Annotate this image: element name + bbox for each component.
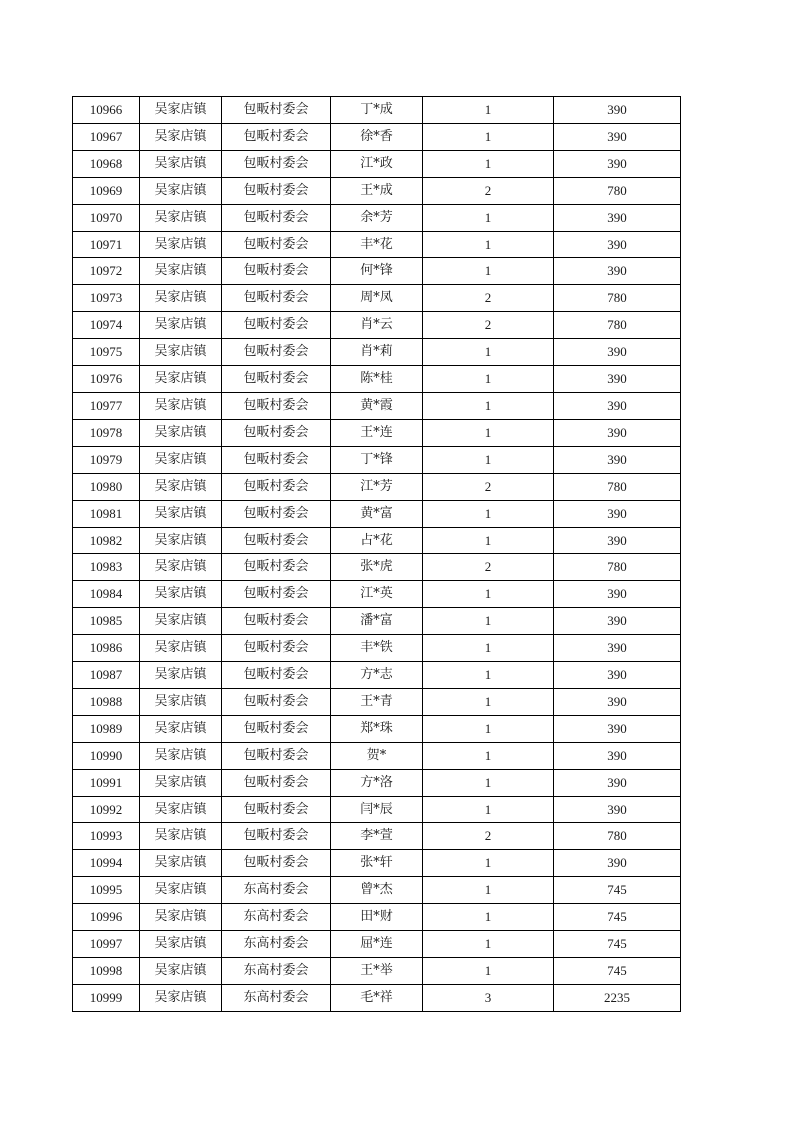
village-committee-cell: 包畈村委会 — [222, 769, 331, 796]
village-committee-cell: 包畈村委会 — [222, 392, 331, 419]
village-committee-cell: 包畈村委会 — [222, 312, 331, 339]
name-cell: 周*凤 — [331, 285, 423, 312]
town-cell: 吴家店镇 — [140, 500, 222, 527]
row-number-cell: 10987 — [73, 662, 140, 689]
row-number-cell: 10984 — [73, 581, 140, 608]
table-row — [73, 635, 681, 662]
village-committee-cell: 包畈村委会 — [222, 608, 331, 635]
name-cell: 丰*花 — [331, 231, 423, 258]
town-cell: 吴家店镇 — [140, 769, 222, 796]
town-cell: 吴家店镇 — [140, 931, 222, 958]
town-cell: 吴家店镇 — [140, 742, 222, 769]
village-committee-cell: 东高村委会 — [222, 904, 331, 931]
table-row — [73, 877, 681, 904]
village-committee-cell: 包畈村委会 — [222, 177, 331, 204]
name-cell: 潘*富 — [331, 608, 423, 635]
name-cell: 丰*铁 — [331, 635, 423, 662]
village-committee-cell: 包畈村委会 — [222, 554, 331, 581]
name-cell: 方*洛 — [331, 769, 423, 796]
row-number-cell: 10993 — [73, 823, 140, 850]
table-row — [73, 312, 681, 339]
row-number-cell: 10988 — [73, 688, 140, 715]
village-committee-cell: 包畈村委会 — [222, 581, 331, 608]
table-row — [73, 339, 681, 366]
row-number-cell: 10980 — [73, 473, 140, 500]
household-count-cell: 1 — [423, 500, 554, 527]
row-number-cell: 10982 — [73, 527, 140, 554]
amount-cell: 390 — [554, 392, 681, 419]
amount-cell: 745 — [554, 904, 681, 931]
amount-cell: 390 — [554, 419, 681, 446]
village-committee-cell: 包畈村委会 — [222, 285, 331, 312]
amount-cell: 780 — [554, 823, 681, 850]
table-row — [73, 97, 681, 124]
name-cell: 陈*桂 — [331, 366, 423, 393]
village-committee-cell: 包畈村委会 — [222, 446, 331, 473]
town-cell: 吴家店镇 — [140, 877, 222, 904]
amount-cell: 390 — [554, 204, 681, 231]
village-committee-cell: 包畈村委会 — [222, 527, 331, 554]
village-committee-cell: 包畈村委会 — [222, 419, 331, 446]
table-row — [73, 150, 681, 177]
row-number-cell: 10973 — [73, 285, 140, 312]
household-count-cell: 1 — [423, 662, 554, 689]
row-number-cell: 10978 — [73, 419, 140, 446]
town-cell: 吴家店镇 — [140, 473, 222, 500]
amount-cell: 390 — [554, 366, 681, 393]
table-row — [73, 823, 681, 850]
row-number-cell: 10971 — [73, 231, 140, 258]
village-committee-cell: 包畈村委会 — [222, 500, 331, 527]
name-cell: 张*轩 — [331, 850, 423, 877]
household-count-cell: 1 — [423, 877, 554, 904]
village-committee-cell: 东高村委会 — [222, 877, 331, 904]
town-cell: 吴家店镇 — [140, 958, 222, 985]
name-cell: 肖*莉 — [331, 339, 423, 366]
amount-cell: 390 — [554, 608, 681, 635]
table-row — [73, 285, 681, 312]
household-count-cell: 1 — [423, 231, 554, 258]
town-cell: 吴家店镇 — [140, 796, 222, 823]
table-body — [73, 97, 681, 1012]
amount-cell: 390 — [554, 339, 681, 366]
town-cell: 吴家店镇 — [140, 339, 222, 366]
village-committee-cell: 包畈村委会 — [222, 635, 331, 662]
household-count-cell: 1 — [423, 204, 554, 231]
table-row — [73, 608, 681, 635]
amount-cell: 780 — [554, 285, 681, 312]
table-row — [73, 177, 681, 204]
village-committee-cell: 包畈村委会 — [222, 473, 331, 500]
table-row — [73, 769, 681, 796]
household-count-cell: 2 — [423, 554, 554, 581]
household-count-cell: 2 — [423, 177, 554, 204]
table-row — [73, 231, 681, 258]
row-number-cell: 10977 — [73, 392, 140, 419]
name-cell: 郑*珠 — [331, 715, 423, 742]
village-committee-cell: 包畈村委会 — [222, 688, 331, 715]
town-cell: 吴家店镇 — [140, 608, 222, 635]
table-row — [73, 742, 681, 769]
household-count-cell: 1 — [423, 688, 554, 715]
row-number-cell: 10999 — [73, 984, 140, 1011]
town-cell: 吴家店镇 — [140, 581, 222, 608]
table-row — [73, 392, 681, 419]
table-row — [73, 581, 681, 608]
name-cell: 江*英 — [331, 581, 423, 608]
household-count-cell: 3 — [423, 984, 554, 1011]
name-cell: 徐*香 — [331, 123, 423, 150]
row-number-cell: 10992 — [73, 796, 140, 823]
household-count-cell: 1 — [423, 97, 554, 124]
amount-cell: 390 — [554, 742, 681, 769]
row-number-cell: 10983 — [73, 554, 140, 581]
amount-cell: 390 — [554, 850, 681, 877]
town-cell: 吴家店镇 — [140, 662, 222, 689]
name-cell: 曾*杰 — [331, 877, 423, 904]
household-count-cell: 1 — [423, 446, 554, 473]
amount-cell: 390 — [554, 446, 681, 473]
village-committee-cell: 包畈村委会 — [222, 823, 331, 850]
household-count-cell: 1 — [423, 392, 554, 419]
row-number-cell: 10996 — [73, 904, 140, 931]
table-row — [73, 904, 681, 931]
town-cell: 吴家店镇 — [140, 204, 222, 231]
name-cell: 何*锋 — [331, 258, 423, 285]
town-cell: 吴家店镇 — [140, 823, 222, 850]
amount-cell: 390 — [554, 581, 681, 608]
name-cell: 占*花 — [331, 527, 423, 554]
amount-cell: 390 — [554, 635, 681, 662]
household-count-cell: 1 — [423, 796, 554, 823]
village-committee-cell: 包畈村委会 — [222, 150, 331, 177]
amount-cell: 390 — [554, 662, 681, 689]
household-count-cell: 1 — [423, 850, 554, 877]
name-cell: 王*青 — [331, 688, 423, 715]
household-count-cell: 1 — [423, 608, 554, 635]
row-number-cell: 10998 — [73, 958, 140, 985]
name-cell: 江*芳 — [331, 473, 423, 500]
amount-cell: 780 — [554, 554, 681, 581]
row-number-cell: 10974 — [73, 312, 140, 339]
name-cell: 王*举 — [331, 958, 423, 985]
table-row — [73, 473, 681, 500]
table-row — [73, 446, 681, 473]
household-count-cell: 1 — [423, 366, 554, 393]
town-cell: 吴家店镇 — [140, 635, 222, 662]
table-row — [73, 796, 681, 823]
name-cell: 田*财 — [331, 904, 423, 931]
name-cell: 闫*辰 — [331, 796, 423, 823]
row-number-cell: 10972 — [73, 258, 140, 285]
household-count-cell: 1 — [423, 742, 554, 769]
household-count-cell: 1 — [423, 635, 554, 662]
name-cell: 余*芳 — [331, 204, 423, 231]
name-cell: 李*萱 — [331, 823, 423, 850]
table-row — [73, 662, 681, 689]
row-number-cell: 10997 — [73, 931, 140, 958]
amount-cell: 390 — [554, 123, 681, 150]
amount-cell: 390 — [554, 527, 681, 554]
town-cell: 吴家店镇 — [140, 312, 222, 339]
village-committee-cell: 包畈村委会 — [222, 123, 331, 150]
table-row — [73, 958, 681, 985]
name-cell: 贺* — [331, 742, 423, 769]
row-number-cell: 10994 — [73, 850, 140, 877]
amount-cell: 745 — [554, 877, 681, 904]
household-count-cell: 1 — [423, 419, 554, 446]
row-number-cell: 10967 — [73, 123, 140, 150]
name-cell: 丁*锋 — [331, 446, 423, 473]
table-row — [73, 688, 681, 715]
town-cell: 吴家店镇 — [140, 97, 222, 124]
town-cell: 吴家店镇 — [140, 446, 222, 473]
amount-cell: 390 — [554, 796, 681, 823]
name-cell: 黄*霞 — [331, 392, 423, 419]
amount-cell: 390 — [554, 688, 681, 715]
household-count-cell: 1 — [423, 931, 554, 958]
town-cell: 吴家店镇 — [140, 258, 222, 285]
table-row — [73, 258, 681, 285]
amount-cell: 390 — [554, 150, 681, 177]
village-committee-cell: 东高村委会 — [222, 958, 331, 985]
town-cell: 吴家店镇 — [140, 984, 222, 1011]
row-number-cell: 10995 — [73, 877, 140, 904]
row-number-cell: 10986 — [73, 635, 140, 662]
household-count-cell: 2 — [423, 285, 554, 312]
table-row — [73, 366, 681, 393]
village-committee-cell: 包畈村委会 — [222, 231, 331, 258]
town-cell: 吴家店镇 — [140, 231, 222, 258]
household-count-cell: 1 — [423, 904, 554, 931]
amount-cell: 2235 — [554, 984, 681, 1011]
row-number-cell: 10968 — [73, 150, 140, 177]
table-row — [73, 715, 681, 742]
household-count-cell: 2 — [423, 823, 554, 850]
row-number-cell: 10975 — [73, 339, 140, 366]
household-count-cell: 1 — [423, 339, 554, 366]
amount-cell: 390 — [554, 500, 681, 527]
town-cell: 吴家店镇 — [140, 715, 222, 742]
row-number-cell: 10991 — [73, 769, 140, 796]
household-count-cell: 2 — [423, 312, 554, 339]
village-committee-cell: 包畈村委会 — [222, 850, 331, 877]
row-number-cell: 10970 — [73, 204, 140, 231]
row-number-cell: 10990 — [73, 742, 140, 769]
village-committee-cell: 东高村委会 — [222, 984, 331, 1011]
town-cell: 吴家店镇 — [140, 554, 222, 581]
amount-cell: 780 — [554, 177, 681, 204]
town-cell: 吴家店镇 — [140, 150, 222, 177]
village-committee-cell: 包畈村委会 — [222, 97, 331, 124]
table-row — [73, 850, 681, 877]
table-row — [73, 419, 681, 446]
name-cell: 黄*富 — [331, 500, 423, 527]
name-cell: 王*成 — [331, 177, 423, 204]
subsidy-table — [72, 96, 681, 1012]
village-committee-cell: 包畈村委会 — [222, 258, 331, 285]
town-cell: 吴家店镇 — [140, 688, 222, 715]
village-committee-cell: 包畈村委会 — [222, 366, 331, 393]
row-number-cell: 10969 — [73, 177, 140, 204]
town-cell: 吴家店镇 — [140, 527, 222, 554]
row-number-cell: 10966 — [73, 97, 140, 124]
table-row — [73, 984, 681, 1011]
amount-cell: 745 — [554, 958, 681, 985]
town-cell: 吴家店镇 — [140, 392, 222, 419]
table-row — [73, 527, 681, 554]
town-cell: 吴家店镇 — [140, 366, 222, 393]
row-number-cell: 10989 — [73, 715, 140, 742]
amount-cell: 390 — [554, 715, 681, 742]
amount-cell: 390 — [554, 231, 681, 258]
household-count-cell: 1 — [423, 769, 554, 796]
village-committee-cell: 包畈村委会 — [222, 339, 331, 366]
household-count-cell: 1 — [423, 581, 554, 608]
amount-cell: 390 — [554, 97, 681, 124]
household-count-cell: 1 — [423, 123, 554, 150]
amount-cell: 780 — [554, 312, 681, 339]
village-committee-cell: 包畈村委会 — [222, 742, 331, 769]
town-cell: 吴家店镇 — [140, 285, 222, 312]
household-count-cell: 1 — [423, 258, 554, 285]
household-count-cell: 2 — [423, 473, 554, 500]
name-cell: 张*虎 — [331, 554, 423, 581]
name-cell: 毛*祥 — [331, 984, 423, 1011]
household-count-cell: 1 — [423, 715, 554, 742]
village-committee-cell: 包畈村委会 — [222, 715, 331, 742]
household-count-cell: 1 — [423, 527, 554, 554]
name-cell: 肖*云 — [331, 312, 423, 339]
table-row — [73, 123, 681, 150]
name-cell: 方*志 — [331, 662, 423, 689]
table-row — [73, 931, 681, 958]
row-number-cell: 10976 — [73, 366, 140, 393]
name-cell: 屈*连 — [331, 931, 423, 958]
village-committee-cell: 包畈村委会 — [222, 662, 331, 689]
village-committee-cell: 东高村委会 — [222, 931, 331, 958]
row-number-cell: 10979 — [73, 446, 140, 473]
amount-cell: 780 — [554, 473, 681, 500]
table-row — [73, 554, 681, 581]
town-cell: 吴家店镇 — [140, 123, 222, 150]
town-cell: 吴家店镇 — [140, 177, 222, 204]
amount-cell: 390 — [554, 769, 681, 796]
town-cell: 吴家店镇 — [140, 904, 222, 931]
row-number-cell: 10981 — [73, 500, 140, 527]
name-cell: 王*连 — [331, 419, 423, 446]
village-committee-cell: 包畈村委会 — [222, 796, 331, 823]
table-row — [73, 500, 681, 527]
name-cell: 江*政 — [331, 150, 423, 177]
town-cell: 吴家店镇 — [140, 419, 222, 446]
village-committee-cell: 包畈村委会 — [222, 204, 331, 231]
amount-cell: 745 — [554, 931, 681, 958]
amount-cell: 390 — [554, 258, 681, 285]
name-cell: 丁*成 — [331, 97, 423, 124]
household-count-cell: 1 — [423, 150, 554, 177]
row-number-cell: 10985 — [73, 608, 140, 635]
table-row — [73, 204, 681, 231]
household-count-cell: 1 — [423, 958, 554, 985]
town-cell: 吴家店镇 — [140, 850, 222, 877]
